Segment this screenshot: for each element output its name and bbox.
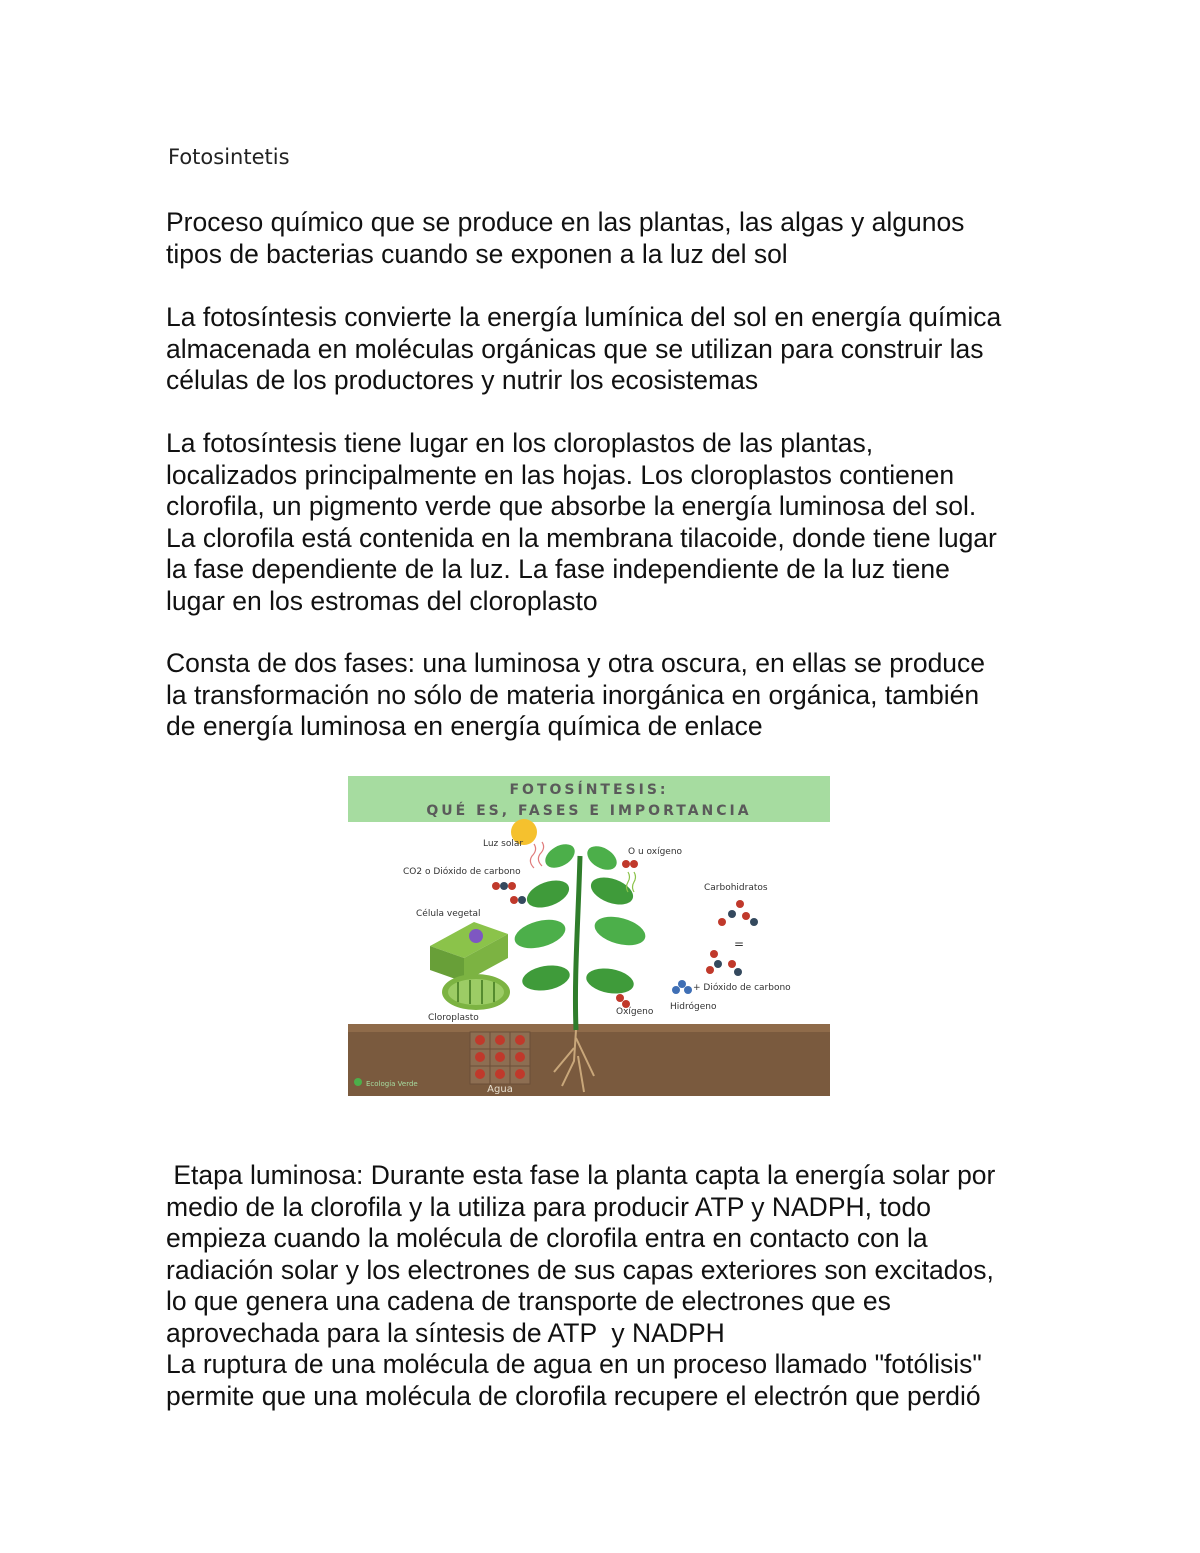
label-co2-right: + Dióxido de carbono <box>693 983 791 993</box>
text-line: lo que genera una cadena de transporte de electrones que es <box>166 1286 891 1316</box>
text-line: La ruptura de una molécula de agua en un proceso llamado "fotólisis" <box>166 1349 982 1379</box>
label-hydrogen: Hidrógeno <box>670 1002 717 1012</box>
text-line: células de los productores y nutrir los ecosistemas <box>166 365 759 395</box>
text-line: permite que una molécula de clorofila recupere el electrón que perdió <box>166 1380 981 1411</box>
label-co2: CO2 o Dióxido de carbono <box>403 867 521 877</box>
text-line: clorofila, un pigmento verde que absorbe la energía luminosa del sol. <box>166 491 977 521</box>
text-line: Proceso químico que se produce en las plantas, las algas y algunos <box>166 207 965 237</box>
text-line: La fotosíntesis tiene lugar en los cloroplastos de las plantas, <box>166 428 874 458</box>
paragraph-definition <box>166 207 1066 270</box>
label-carbs: Carbohidratos <box>704 883 768 893</box>
text-line: Etapa luminosa: Durante esta fase la planta capta la energía solar por <box>166 1160 996 1190</box>
label-chloroplast: Cloroplasto <box>428 1013 479 1023</box>
chloroplast-icon <box>442 974 510 1010</box>
figure-title-line1: FOTOSÍNTESIS: <box>509 782 669 798</box>
paragraph-energy <box>166 302 1066 397</box>
text-line: La clorofila está contenida en la membrana tilacoide, donde tiene lugar <box>166 522 997 553</box>
text-line: la fase dependiente de la luz. La fase independiente de la luz tiene <box>166 554 950 584</box>
equals-icon: = <box>734 937 745 951</box>
text-line: localizados principalmente en las hojas. Los cloroplastos contienen <box>166 459 955 490</box>
text-line: tipos de bacterias cuando se exponen a la luz del sol <box>166 238 788 269</box>
paragraph-chloroplasts <box>166 428 1066 617</box>
label-oxygen-top: O u oxígeno <box>628 847 683 857</box>
label-oxygen: Oxígeno <box>616 1007 654 1017</box>
text-line: aprovechada para la síntesis de ATP y NADPH <box>166 1317 725 1348</box>
text-line: lugar en los estromas del cloroplasto <box>166 585 598 616</box>
text-line: medio de la clorofila y la utiliza para producir ATP y NADPH, todo <box>166 1191 931 1222</box>
document-title: Fotosintetis <box>168 145 290 169</box>
text-line: Consta de dos fases: una luminosa y otra oscura, en ellas se produce <box>166 648 986 678</box>
photosynthesis-illustration <box>348 776 830 1096</box>
water-molecules <box>470 1032 530 1084</box>
soil <box>348 1028 830 1096</box>
text-line: almacenada en moléculas orgánicas que se utilizan para construir las <box>166 333 984 364</box>
soil-top <box>348 1024 830 1032</box>
photosynthesis-figure <box>348 776 830 1096</box>
text-line: la transformación no sólo de materia inorgánica en orgánica, también <box>166 679 980 710</box>
figure-title-line2: QUÉ ES, FASES E IMPORTANCIA <box>426 803 752 819</box>
text-line: empieza cuando la molécula de clorofila entra en contacto con la <box>166 1223 928 1253</box>
logo-text: Ecología Verde <box>366 1080 418 1088</box>
text-line: La fotosíntesis convierte la energía lumínica del sol en energía química <box>166 302 1002 332</box>
label-cell: Célula vegetal <box>416 909 481 919</box>
leaf-logo-icon <box>354 1078 362 1086</box>
text-line: de energía luminosa en energía química de enlace <box>166 711 763 741</box>
text-line: radiación solar y los electrones de sus capas exteriores son excitados, <box>166 1254 994 1285</box>
paragraph-light-phase <box>166 1160 1066 1412</box>
label-sun: Luz solar <box>483 839 524 849</box>
paragraph-phases <box>166 648 1066 743</box>
label-water: Agua <box>487 1084 513 1095</box>
